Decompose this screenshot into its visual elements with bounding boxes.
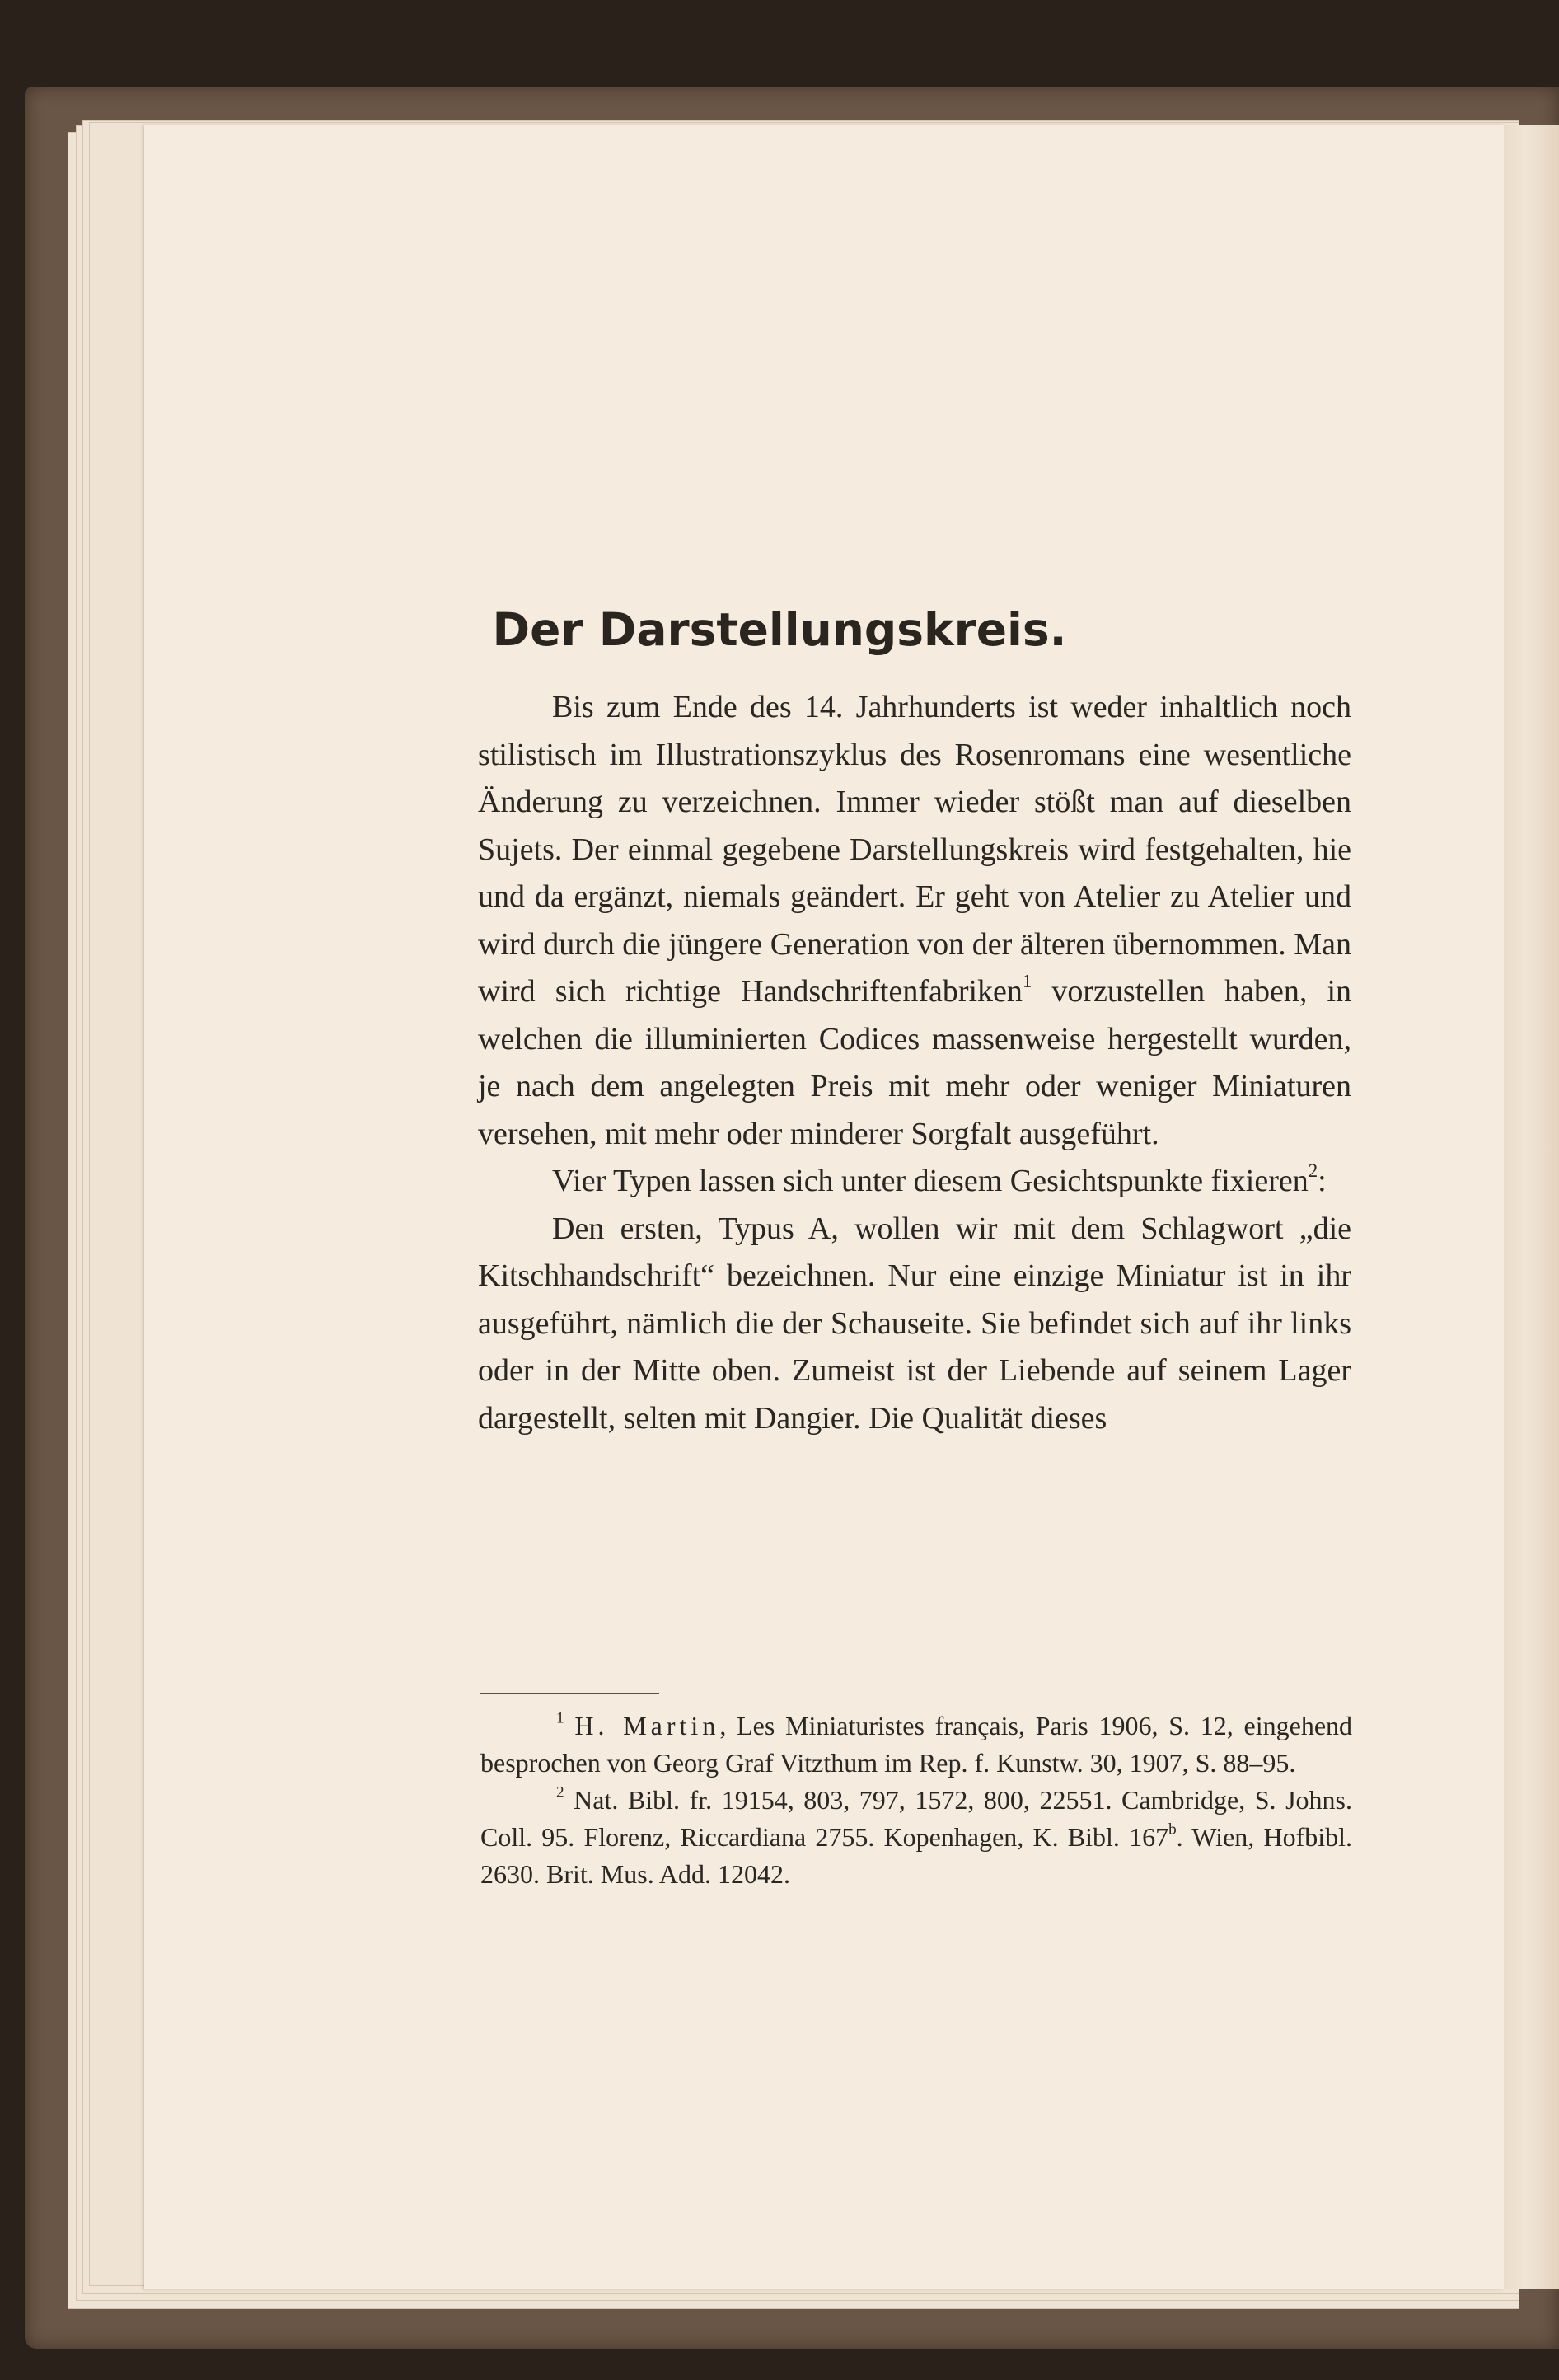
footnote-number: 2 <box>556 1783 564 1801</box>
footnotes <box>480 1708 1352 1893</box>
footnote-text: . Wien, Hofbibl. 2630. Brit. Mus. Add. 12042. <box>480 1822 1352 1889</box>
footnote-reference: 2 <box>1308 1160 1318 1181</box>
footnote-number: 1 <box>556 1709 564 1727</box>
paragraph-text: Bis zum Ende des 14. Jahrhunderts ist weder inhaltlich noch stilistisch im Illustrationszyklus des Rosenromans eine wesentliche Änderung zu verzeichnen. Immer wieder stößt man auf dieselben Sujets. Der einmal gegebene Darstellungskreis wird festgehalten, hie und da ergänzt, niemals geändert. Er geht von Atelier zu Atelier und wird durch die jüngere Generation von der älteren übernommen. Man wird sich richtige Handschriftenfabriken <box>478 690 1351 1009</box>
footnote-text: , Les Miniaturistes français, Paris 1906, S. 12, eingehend besprochen von Georg Graf Vitzthum im Rep. f. Kunstw. 30, 1907, S. 88–95. <box>480 1711 1353 1778</box>
paragraph-text: Vier Typen lassen sich unter diesem Gesichtspunkte fixieren <box>552 1164 1309 1198</box>
footnote-reference: 1 <box>1022 970 1032 991</box>
footnote-text: Nat. Bibl. fr. 19154, 803, 797, 1572, 800, 22551. Cambridge, S. Johns. Coll. 95. Florenz, Riccardiana 2755. Kopenhagen, K. Bibl. 167 <box>480 1785 1353 1852</box>
paragraph-text: Den ersten, Typus A, wollen wir mit dem Schlagwort „die Kitschhandschrift“ bezeichnen. Nur eine einzige Miniatur ist in ihr ausgeführt, nämlich die der Schauseite. Sie befindet sich auf ihr links oder in der Mitte oben. Zumeist ist der Liebende auf seinem Lager dargestellt, selten mit Dangier. Die Qualität dieses <box>478 1211 1351 1436</box>
paragraph-text: : <box>1318 1164 1327 1198</box>
paragraph <box>478 1206 1351 1443</box>
paragraph <box>478 684 1351 1158</box>
footnote <box>480 1782 1352 1893</box>
chapter-title <box>0 603 1559 656</box>
paragraph-text: vorzustellen haben, in welchen die illuminierten Codices massenweise hergestellt wurden, je nach dem angelegten Preis mit mehr oder weniger Miniaturen versehen, mit mehr oder minderer Sorgfalt ausgeführt. <box>478 974 1351 1151</box>
footnote-author: H. Martin <box>574 1711 720 1740</box>
body-text <box>478 684 1351 1442</box>
footnote <box>480 1708 1352 1782</box>
footnote-separator <box>480 1693 659 1694</box>
chapter-title-text: Der Darstellungskreis. <box>492 603 1067 656</box>
facing-page-edge <box>1504 125 1559 2289</box>
paragraph <box>478 1158 1351 1206</box>
superscript: b <box>1168 1820 1177 1839</box>
